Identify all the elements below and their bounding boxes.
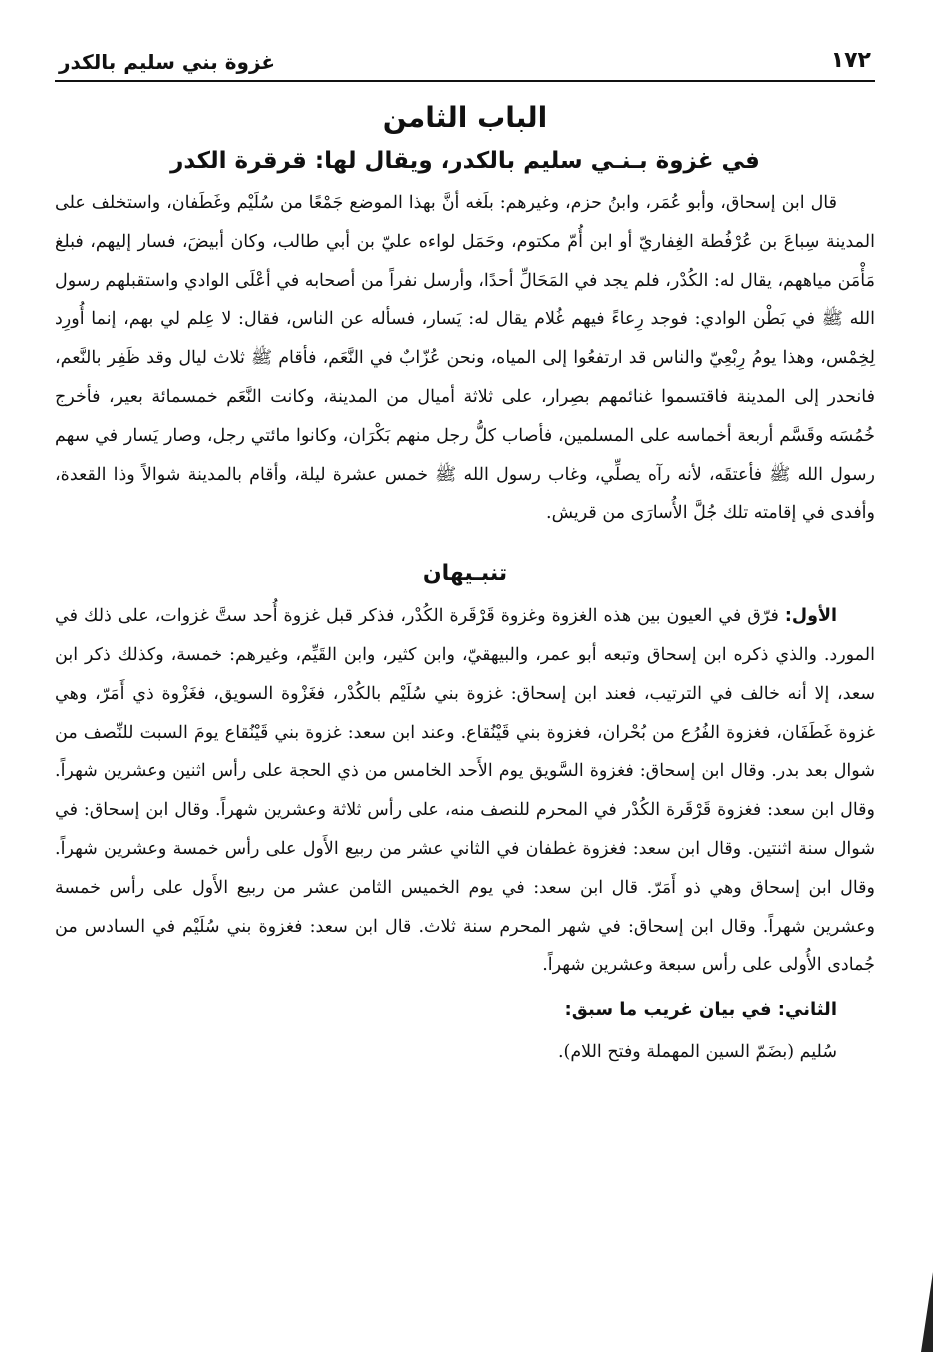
notes-title: تنبـيهان <box>422 561 508 587</box>
page-edge-shadow <box>919 1272 933 1352</box>
page-number: ١٧٢ <box>830 48 871 73</box>
book-page <box>55 40 875 1340</box>
chapter-title: الباب الثامن <box>382 101 548 134</box>
second-note-heading: الثاني: في بيان غريب ما سبق: <box>564 999 837 1021</box>
second-note-first-item: سُليم (بضَمّ السين المهملة وفتح اللام). <box>557 1042 837 1063</box>
intro-paragraph: قال ابن إسحاق، وأبو عُمَر، وابنُ حزم، وغيرهم: بلَغه أنَّ بهذا الموضع جَمْعًا من سُلَيْم وغَطَفان، واستخلف على المدينة سِباعَ بن عُرْفُطة الغِفاريّ أو ابن أُمّ مكتوم، وحَمَل لواءه عليّ بن أبي طالب، وكان أبيضَ، فسار إليهم، فبلغ مَأْمَن مياههم، يقال له: الكُدْر، فلم يجد في المَحَالِّ أحدًا، وأرسل نفراً من أصحابه في أعْلَى الوادي واستقبلهم رسول الله ﷺ في بَطْن الوادي: فوجد رِعاءً فيهم غُلام يقال له: يَسار، فسأله عن الناس، فقال: لا عِلم لي بهم، إنما أُورِد لِخِمْس، وهذا يومُ رِبْعِيّ والناس قد ارتفعُوا إلى المياه، ونحن عُزّابٌ في النَّعَم، فأقام ﷺ ثلاث ليال وقد ظَفِر بالنَّعم، فانحدر إلى المدينة فاقتسموا غنائمهم بصِرار، على ثلاثة أميال من المدينة، وكانت النَّعَم خمسمائة بعير، فأخرج خُمُسَه وقَسَّم أربعة أخماسه على المسلمين، فأصاب كلُّ رجل منهم بَكْرَان، وكانوا مائتي رجل، وصار يَسار في سهم رسول الله ﷺ فأعتقَه، لأنه رآه يصلِّي، وغاب رسول الله ﷺ خمس عشرة ليلة، وأقام بالمدينة شوالاً وذا القعدة، وأفدى في إقامته تلك جُلَّ الأُسارَى من قريش. <box>55 193 875 524</box>
running-title: غزوة بني سليم بالكدر <box>59 50 276 74</box>
first-note-paragraph <box>55 597 875 985</box>
chapter-subtitle: في غزوة بـنـي سليم بالكدر، ويقال لها: قرقرة الكدر <box>170 148 760 174</box>
running-header <box>55 40 875 82</box>
first-note-text: فرّق في العيون بين هذه الغزوة وغزوة قَرْقَرة الكُدْر، فذكر قبل غزوة أُحد ستَّ غزوات، على ذلك في المورد. والذي ذكره ابن إسحاق وتبعه أبو عمر، والبيهقيّ، وابن كثير، وابن القَيِّم، وغيرهم: خمسة، وكذلك ذكر ابن سعد، إلا أنه خالف في الترتيب، فعند ابن إسحاق: غزوة بني سُلَيْم بالكُدْر، فغَزْوة السويق، فغَزْوة ذي أَمَرّ، وهي غزوة غَطَفَان، فغزوة الفُرُع من بُحْران، فغزوة بني قَيْنُقاع. وعند ابن سعد: غزوة بني قَيْنُقاع يومَ السبت للنِّصف من شوال بعد بدر. وقال ابن إسحاق: فغزوة السَّويق يوم الأَحد الخامس من ذي الحجة على رأس اثنين وعشرين شهراً. وقال ابن سعد: فغزوة قَرْقَرة الكُدْر في المحرم للنصف منه، على رأس ثلاثة وعشرين شهراً. وقال ابن إسحاق: في شوال سنة اثنتين. وقال ابن سعد: فغزوة غطفان في الثاني عشر من ربيع الأَول على رأس خمسة وعشرين شهراً. وقال ابن إسحاق وهي ذو أَمَرّ. قال ابن سعد: في يوم الخميس الثامن عشر من ربيع الأَول على رأس خمسة وعشرين شهراً. وقال ابن إسحاق: في شهر المحرم سنة ثلاث. قال ابن سعد: فغزوة بني سُلَيْم في السادس من جُمادى الأُولى على رأس سبعة وعشرين شهراً. <box>55 606 875 976</box>
first-note-label: الأول: <box>784 606 837 627</box>
